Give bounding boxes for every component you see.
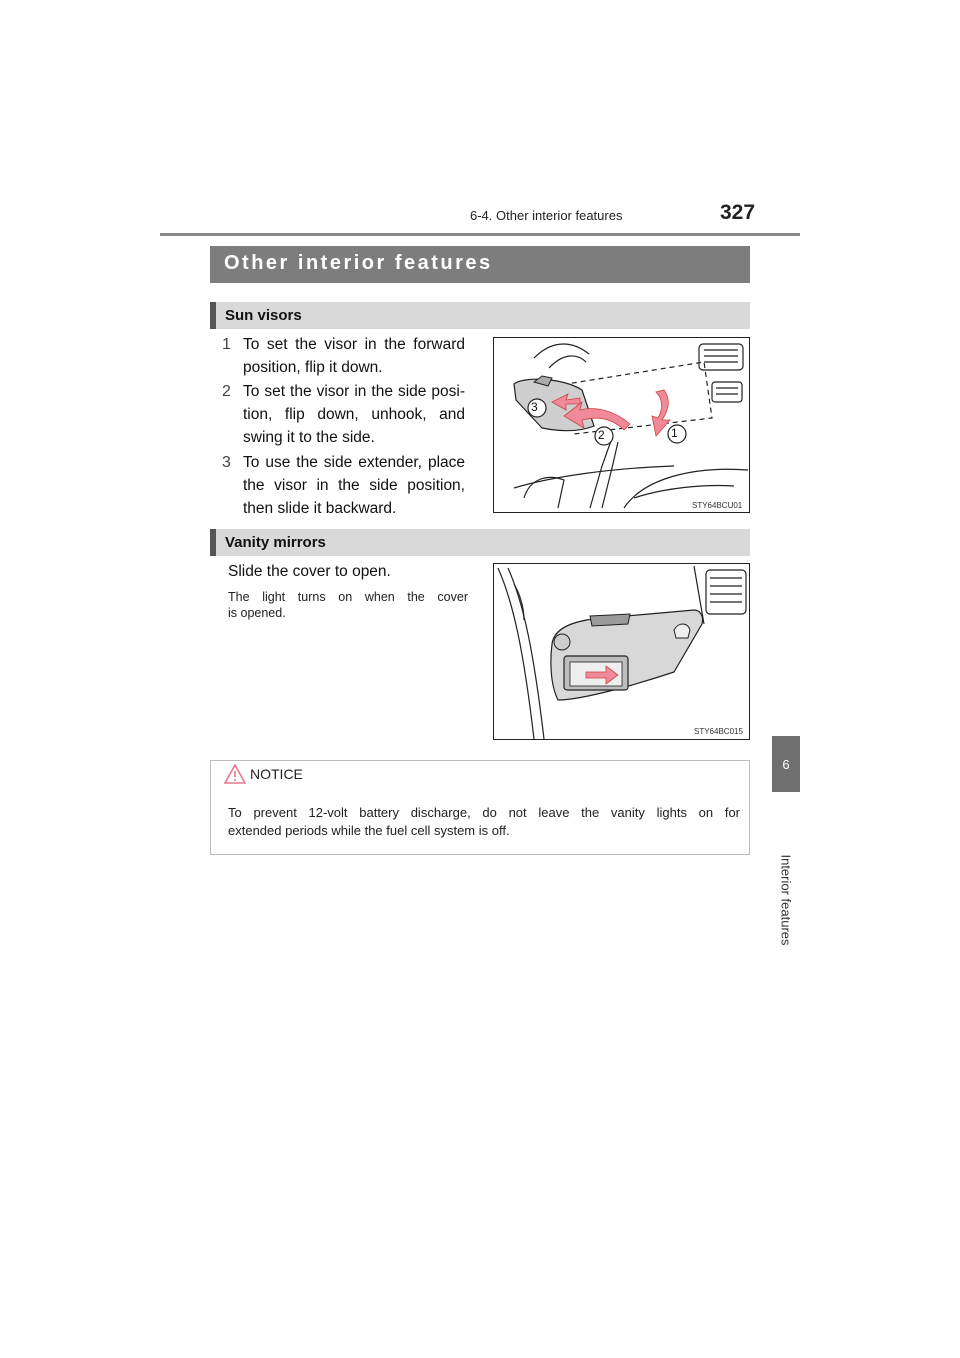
vanity-note: The light turns on when the cover is opened. [228,590,468,620]
step-text-1: To set the visor in the forward position, flip it down. [243,336,465,376]
sun-visors-heading-bar [210,302,750,329]
step-number-3: 3 [222,454,231,471]
chapter-tab-label: Interior features [778,854,794,946]
sun-visor-drawing [494,338,749,512]
sun-visor-illustration [493,337,750,513]
notice-text: To prevent 12-volt battery discharge, do not leave the vanity lights on for extended periods while the fuel cell system is off. [228,805,740,838]
vanity-mirror-drawing [494,564,749,739]
step-number-2: 2 [222,383,231,400]
callout-1: 1 [671,426,678,440]
page-title-bar [210,246,750,283]
page-number: 327 [720,201,756,224]
step-text-2: To set the visor in the side posi- tion, flip down, unhook, and swing it to the side. [243,383,465,446]
step-text-3: To use the side extender, place the visor in the side position, then slide it backward. [243,454,465,517]
vanity-mirror-illustration [493,563,750,740]
step-number-1: 1 [222,336,231,353]
header-rule [160,233,800,236]
vanity-mirrors-heading-bar [210,529,750,556]
page-title: Other interior features [224,252,493,274]
figure-code: STY64BC015 [694,727,743,736]
notice-heading: NOTICE [250,766,303,782]
section-breadcrumb: 6-4. Other interior features [470,208,623,223]
figure-code: STY64BCU01 [692,501,743,510]
warning-triangle-icon [224,764,246,784]
vanity-mirrors-heading: Vanity mirrors [225,534,326,551]
chapter-tab-number: 6 [772,736,800,792]
vanity-instruction: Slide the cover to open. [228,563,391,580]
callout-3: 3 [531,400,538,414]
callout-2: 2 [598,428,605,442]
sun-visors-heading: Sun visors [225,307,302,324]
